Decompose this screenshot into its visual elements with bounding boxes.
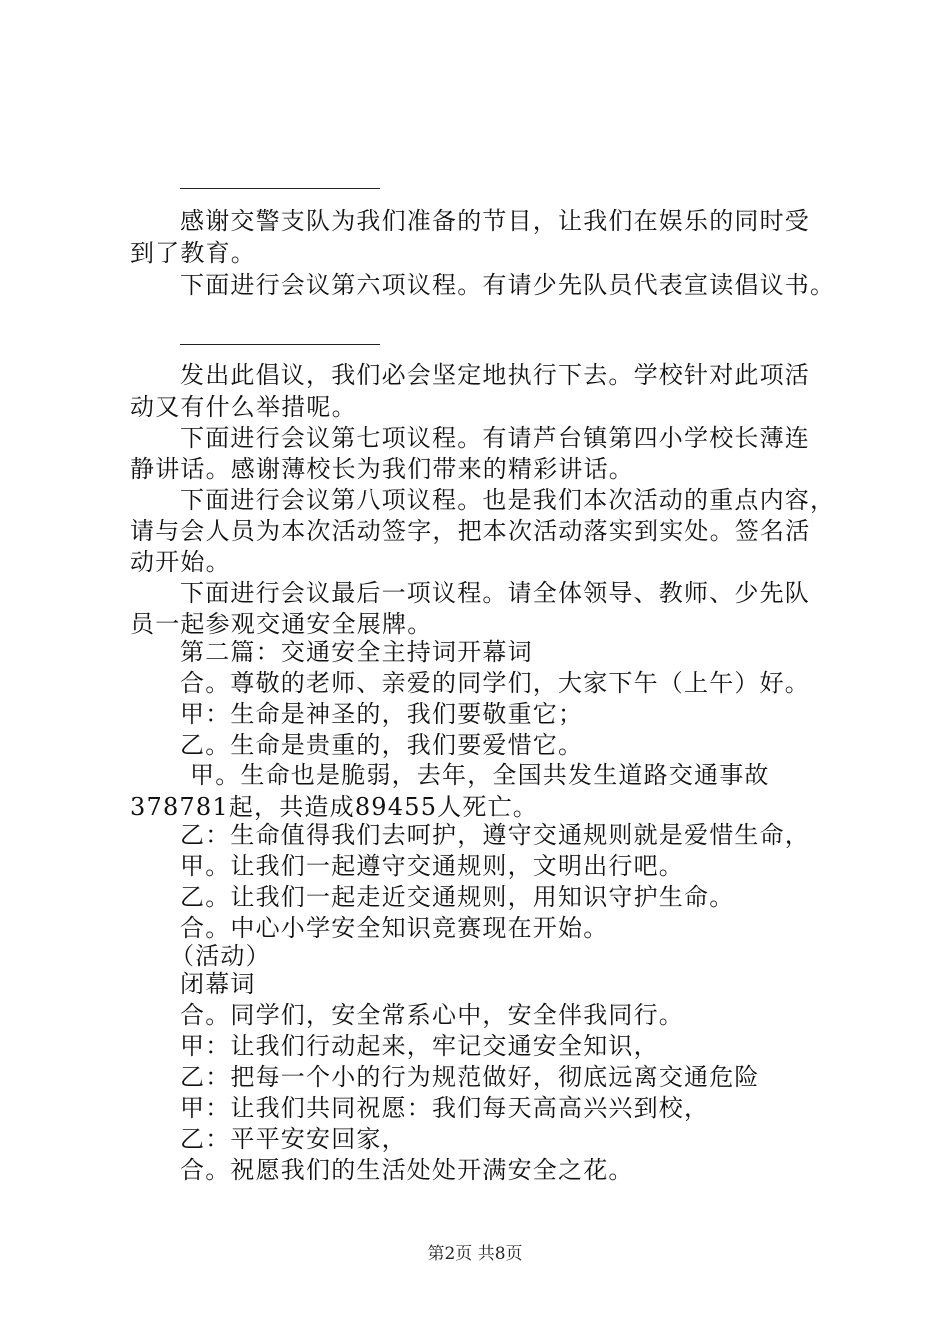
section-heading: 第二篇：交通安全主持词开幕词	[180, 638, 533, 666]
text-line: 感谢交警支队为我们准备的节目，让我们在娱乐的同时受	[180, 207, 810, 235]
text-line: 甲：让我们行动起来，牢记交通安全知识，	[180, 1032, 659, 1060]
text-line: 乙。生命是贵重的，我们要爱惜它。	[180, 731, 584, 759]
separator-line-2	[180, 344, 380, 345]
text-line: 到了教育。	[130, 239, 256, 267]
text-line: 发出此倡议，我们必会坚定地执行下去。学校针对此项活	[180, 361, 810, 389]
text-line: 甲。生命也是脆弱，去年，全国共发生道路交通事故	[190, 761, 770, 789]
text-line: 甲：生命是神圣的，我们要敬重它；	[180, 700, 584, 728]
text-line: 乙。让我们一起走近交通规则，用知识守护生命。	[180, 883, 735, 911]
text-line: 乙：生命值得我们去呵护，遵守交通规则就是爱惜生命，	[180, 821, 810, 849]
text-line: 乙：平平安安回家，	[180, 1125, 407, 1153]
text-line: 378781起，共造成89455人死亡。	[130, 793, 538, 821]
text-line: 甲：让我们共同祝愿：我们每天高高兴兴到校，	[180, 1094, 710, 1122]
text-line: 下面进行会议最后一项议程。请全体领导、教师、少先队	[180, 579, 810, 607]
text-line: 合。同学们，安全常系心中，安全伴我同行。	[180, 1001, 684, 1029]
text-line: 甲。让我们一起遵守交通规则，文明出行吧。	[180, 852, 684, 880]
text-line: 动又有什么举措呢。	[130, 393, 357, 421]
text-line: 乙：把每一个小的行为规范做好，彻底远离交通危险	[180, 1063, 760, 1091]
text-line: 员一起参观交通安全展牌。	[130, 610, 433, 638]
text-line: 下面进行会议第八项议程。也是我们本次活动的重点内容，	[180, 486, 836, 514]
text-line: （活动）	[170, 942, 271, 970]
text-line: 合。中心小学安全知识竞赛现在开始。	[180, 914, 609, 942]
text-line: 合。祝愿我们的生活处处开满安全之花。	[180, 1156, 634, 1184]
section-heading: 闭幕词	[180, 970, 256, 998]
separator-line-1	[180, 188, 380, 189]
text-line: 静讲话。感谢薄校长为我们带来的精彩讲话。	[130, 455, 634, 483]
text-line: 动开始。	[130, 548, 231, 576]
text-line: 下面进行会议第七项议程。有请芦台镇第四小学校长薄连	[180, 424, 810, 452]
page-footer: 第2页 共8页	[427, 1244, 523, 1264]
text-line: 合。尊敬的老师、亲爱的同学们，大家下午（上午）好。	[180, 669, 810, 697]
text-line: 请与会人员为本次活动签字，把本次活动落实到实处。签名活	[130, 517, 811, 545]
text-line: 下面进行会议第六项议程。有请少先队员代表宣读倡议书。	[180, 271, 836, 299]
